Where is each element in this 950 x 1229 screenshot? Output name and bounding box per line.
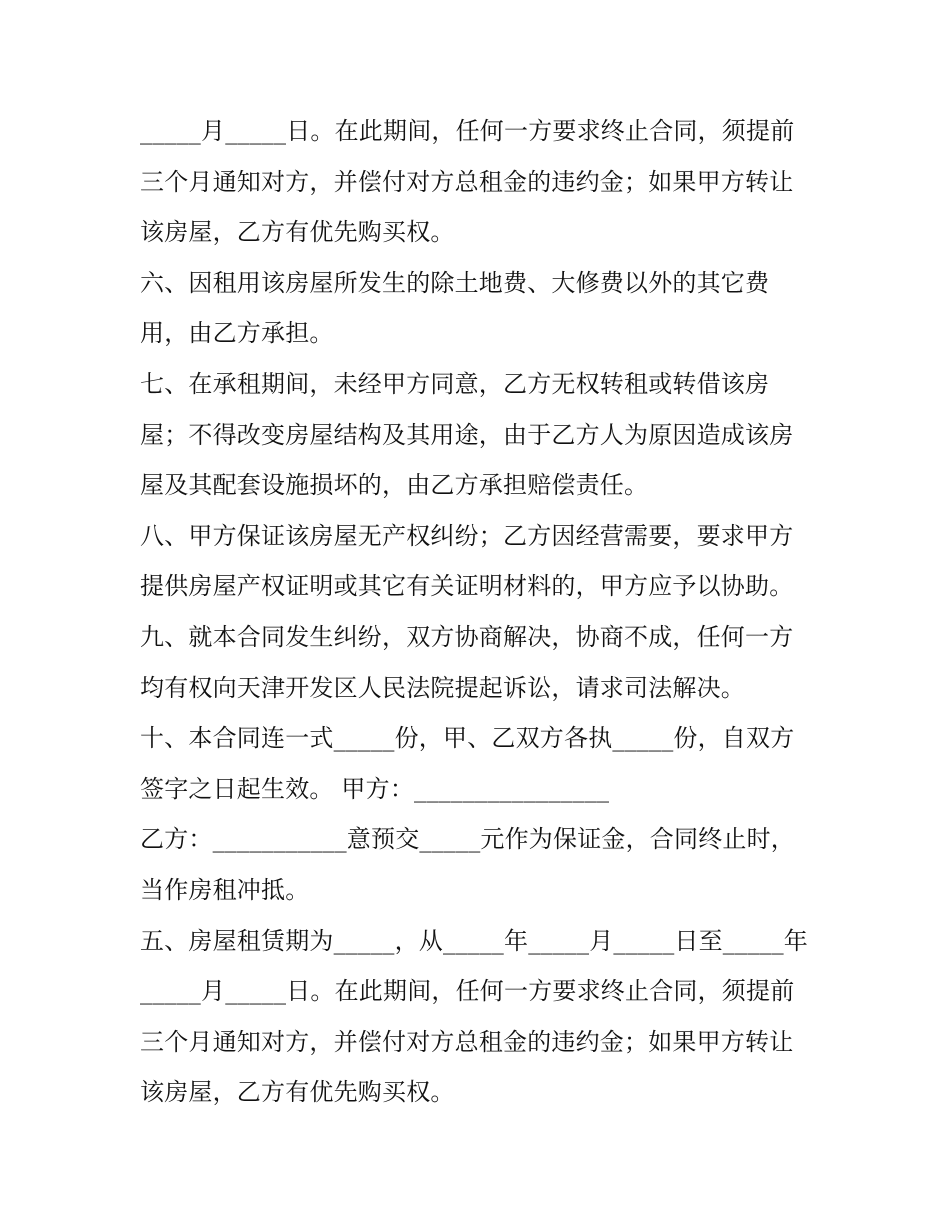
clause-five: 五、房屋租赁期为_____，从_____年_____月_____日至_____年 [140, 926, 808, 955]
text-line: 屋及其配套设施损坏的，由乙方承担赔偿责任。 [140, 471, 649, 500]
text-line: _____月_____日。在此期间，任何一方要求终止合同，须提前 [140, 117, 795, 145]
text-line: 提供房屋产权证明或其它有关证明材料的，甲方应予以协助。 [140, 572, 794, 601]
text-line: _____月_____日。在此期间，任何一方要求终止合同，须提前 [140, 977, 795, 1006]
text-line: 屋；不得改变房屋结构及其用途，由于乙方人为原因造成该房 [140, 420, 794, 449]
clause-eight: 八、甲方保证该房屋无产权纠纷；乙方因经营需要，要求甲方 [140, 521, 794, 550]
signature-party-b: 乙方：___________意预交_____元作为保证金，合同终止时， [140, 825, 795, 854]
text-line: 该房屋，乙方有优先购买权。 [140, 218, 455, 247]
clause-six: 六、因租用该房屋所发生的除土地费、大修费以外的其它费 [140, 268, 770, 297]
text-line: 当作房租冲抵。 [140, 875, 310, 904]
text-line: 三个月通知对方，并偿付对方总租金的违约金；如果甲方转让 [140, 167, 794, 196]
contract-body [140, 106, 830, 1118]
text-line: 均有权向天津开发区人民法院提起诉讼，请求司法解决。 [140, 673, 745, 702]
text-line: 三个月通知对方，并偿付对方总租金的违约金；如果甲方转让 [140, 1027, 794, 1056]
signature-party-a: 签字之日起生效。 甲方：________________ [140, 774, 610, 803]
clause-ten: 十、本合同连一式_____份，甲、乙双方各执_____份，自双方 [140, 724, 795, 753]
clause-nine: 九、就本合同发生纠纷，双方协商解决，协商不成，任何一方 [140, 622, 794, 651]
clause-seven: 七、在承租期间，未经甲方同意，乙方无权转租或转借该房 [140, 369, 770, 398]
text-line: 该房屋，乙方有优先购买权。 [140, 1078, 455, 1107]
text-line: 用，由乙方承担。 [140, 319, 334, 348]
